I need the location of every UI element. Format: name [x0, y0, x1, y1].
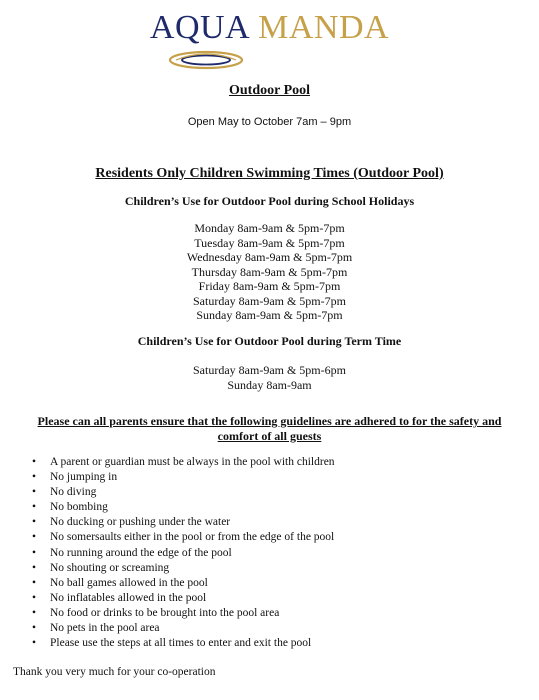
logo-swirl-icon: [166, 48, 246, 72]
bullet-icon: •: [32, 471, 37, 484]
rule-text: No ducking or pushing under the water: [50, 516, 231, 529]
bullet-icon: •: [32, 622, 37, 635]
bullet-icon: •: [32, 531, 37, 544]
term-schedule-title: Children’s Use for Outdoor Pool during Term Time: [137, 334, 402, 348]
list-item: [30, 621, 335, 636]
bullet-icon: •: [32, 516, 37, 529]
rule-text: Please use the steps at all times to enter and exit the pool: [50, 637, 312, 650]
opening-hours: Open May to October 7am – 9pm: [187, 116, 352, 128]
schedule-line: Saturday 8am-9am & 5pm-7pm: [193, 293, 346, 308]
list-item: [30, 470, 335, 485]
guidelines-title: Please can all parents ensure that the following guidelines are adhered to for the safety and comfort of all guests: [37, 414, 502, 443]
rule-text: A parent or guardian must be always in the pool with children: [50, 456, 335, 468]
bullet-icon: •: [32, 606, 37, 619]
list-item: [30, 515, 335, 530]
rule-text: No somersaults either in the pool or from the edge of the pool: [50, 531, 335, 544]
schedule-line: Sunday 8am-9am: [227, 377, 312, 392]
holiday-schedule: [0, 221, 539, 323]
list-item: [30, 530, 335, 545]
rule-text: No ball games allowed in the pool: [50, 576, 208, 589]
bullet-icon: •: [32, 546, 37, 559]
rule-text: No running around the edge of the pool: [50, 546, 232, 559]
rule-text: No jumping in: [50, 471, 118, 484]
schedule-line: Sunday 8am-9am & 5pm-7pm: [196, 308, 343, 322]
list-item: [30, 546, 335, 561]
section-title: Residents Only Children Swimming Times (Outdoor Pool): [95, 166, 444, 181]
list-item: [30, 500, 335, 515]
bullet-icon: •: [32, 501, 37, 514]
list-item: [30, 576, 335, 591]
rule-text: No diving: [50, 486, 97, 499]
list-item: [30, 561, 335, 576]
bullet-icon: •: [32, 591, 37, 604]
list-item: [30, 485, 335, 500]
term-schedule: [0, 363, 539, 392]
schedule-line: Thursday 8am-9am & 5pm-7pm: [191, 264, 348, 279]
bullet-icon: •: [32, 576, 37, 589]
bullet-icon: •: [32, 486, 37, 499]
rule-text: No shouting or screaming: [50, 561, 170, 574]
closing-note: Thank you very much for your co-operation: [13, 666, 216, 678]
holiday-schedule-title: Children’s Use for Outdoor Pool during School Holidays: [124, 194, 415, 208]
logo-brand-first: AQUA: [149, 9, 251, 46]
list-item: [30, 606, 335, 621]
rule-text: No bombing: [50, 501, 108, 514]
bullet-icon: •: [32, 637, 37, 650]
list-item: [30, 455, 335, 470]
rule-text: No inflatables allowed in the pool: [50, 591, 207, 604]
logo-wordmark: [150, 8, 389, 48]
schedule-line: Friday 8am-9am & 5pm-7pm: [198, 279, 341, 293]
list-item: [30, 591, 335, 606]
bullet-icon: •: [32, 561, 37, 574]
guidelines-list: [30, 455, 335, 651]
list-item: [30, 636, 335, 651]
logo-brand-second: MANDA: [258, 9, 390, 46]
bullet-icon: •: [32, 456, 37, 468]
schedule-line: Monday 8am-9am & 5pm-7pm: [194, 221, 345, 235]
schedule-line: Tuesday 8am-9am & 5pm-7pm: [194, 235, 345, 250]
rule-text: No food or drinks to be brought into the pool area: [50, 606, 280, 619]
schedule-line: Wednesday 8am-9am & 5pm-7pm: [186, 250, 353, 264]
pool-title: Outdoor Pool: [228, 83, 311, 98]
aquamanda-logo: [0, 8, 539, 72]
schedule-line: Saturday 8am-9am & 5pm-6pm: [193, 363, 346, 377]
rule-text: No pets in the pool area: [50, 622, 160, 635]
